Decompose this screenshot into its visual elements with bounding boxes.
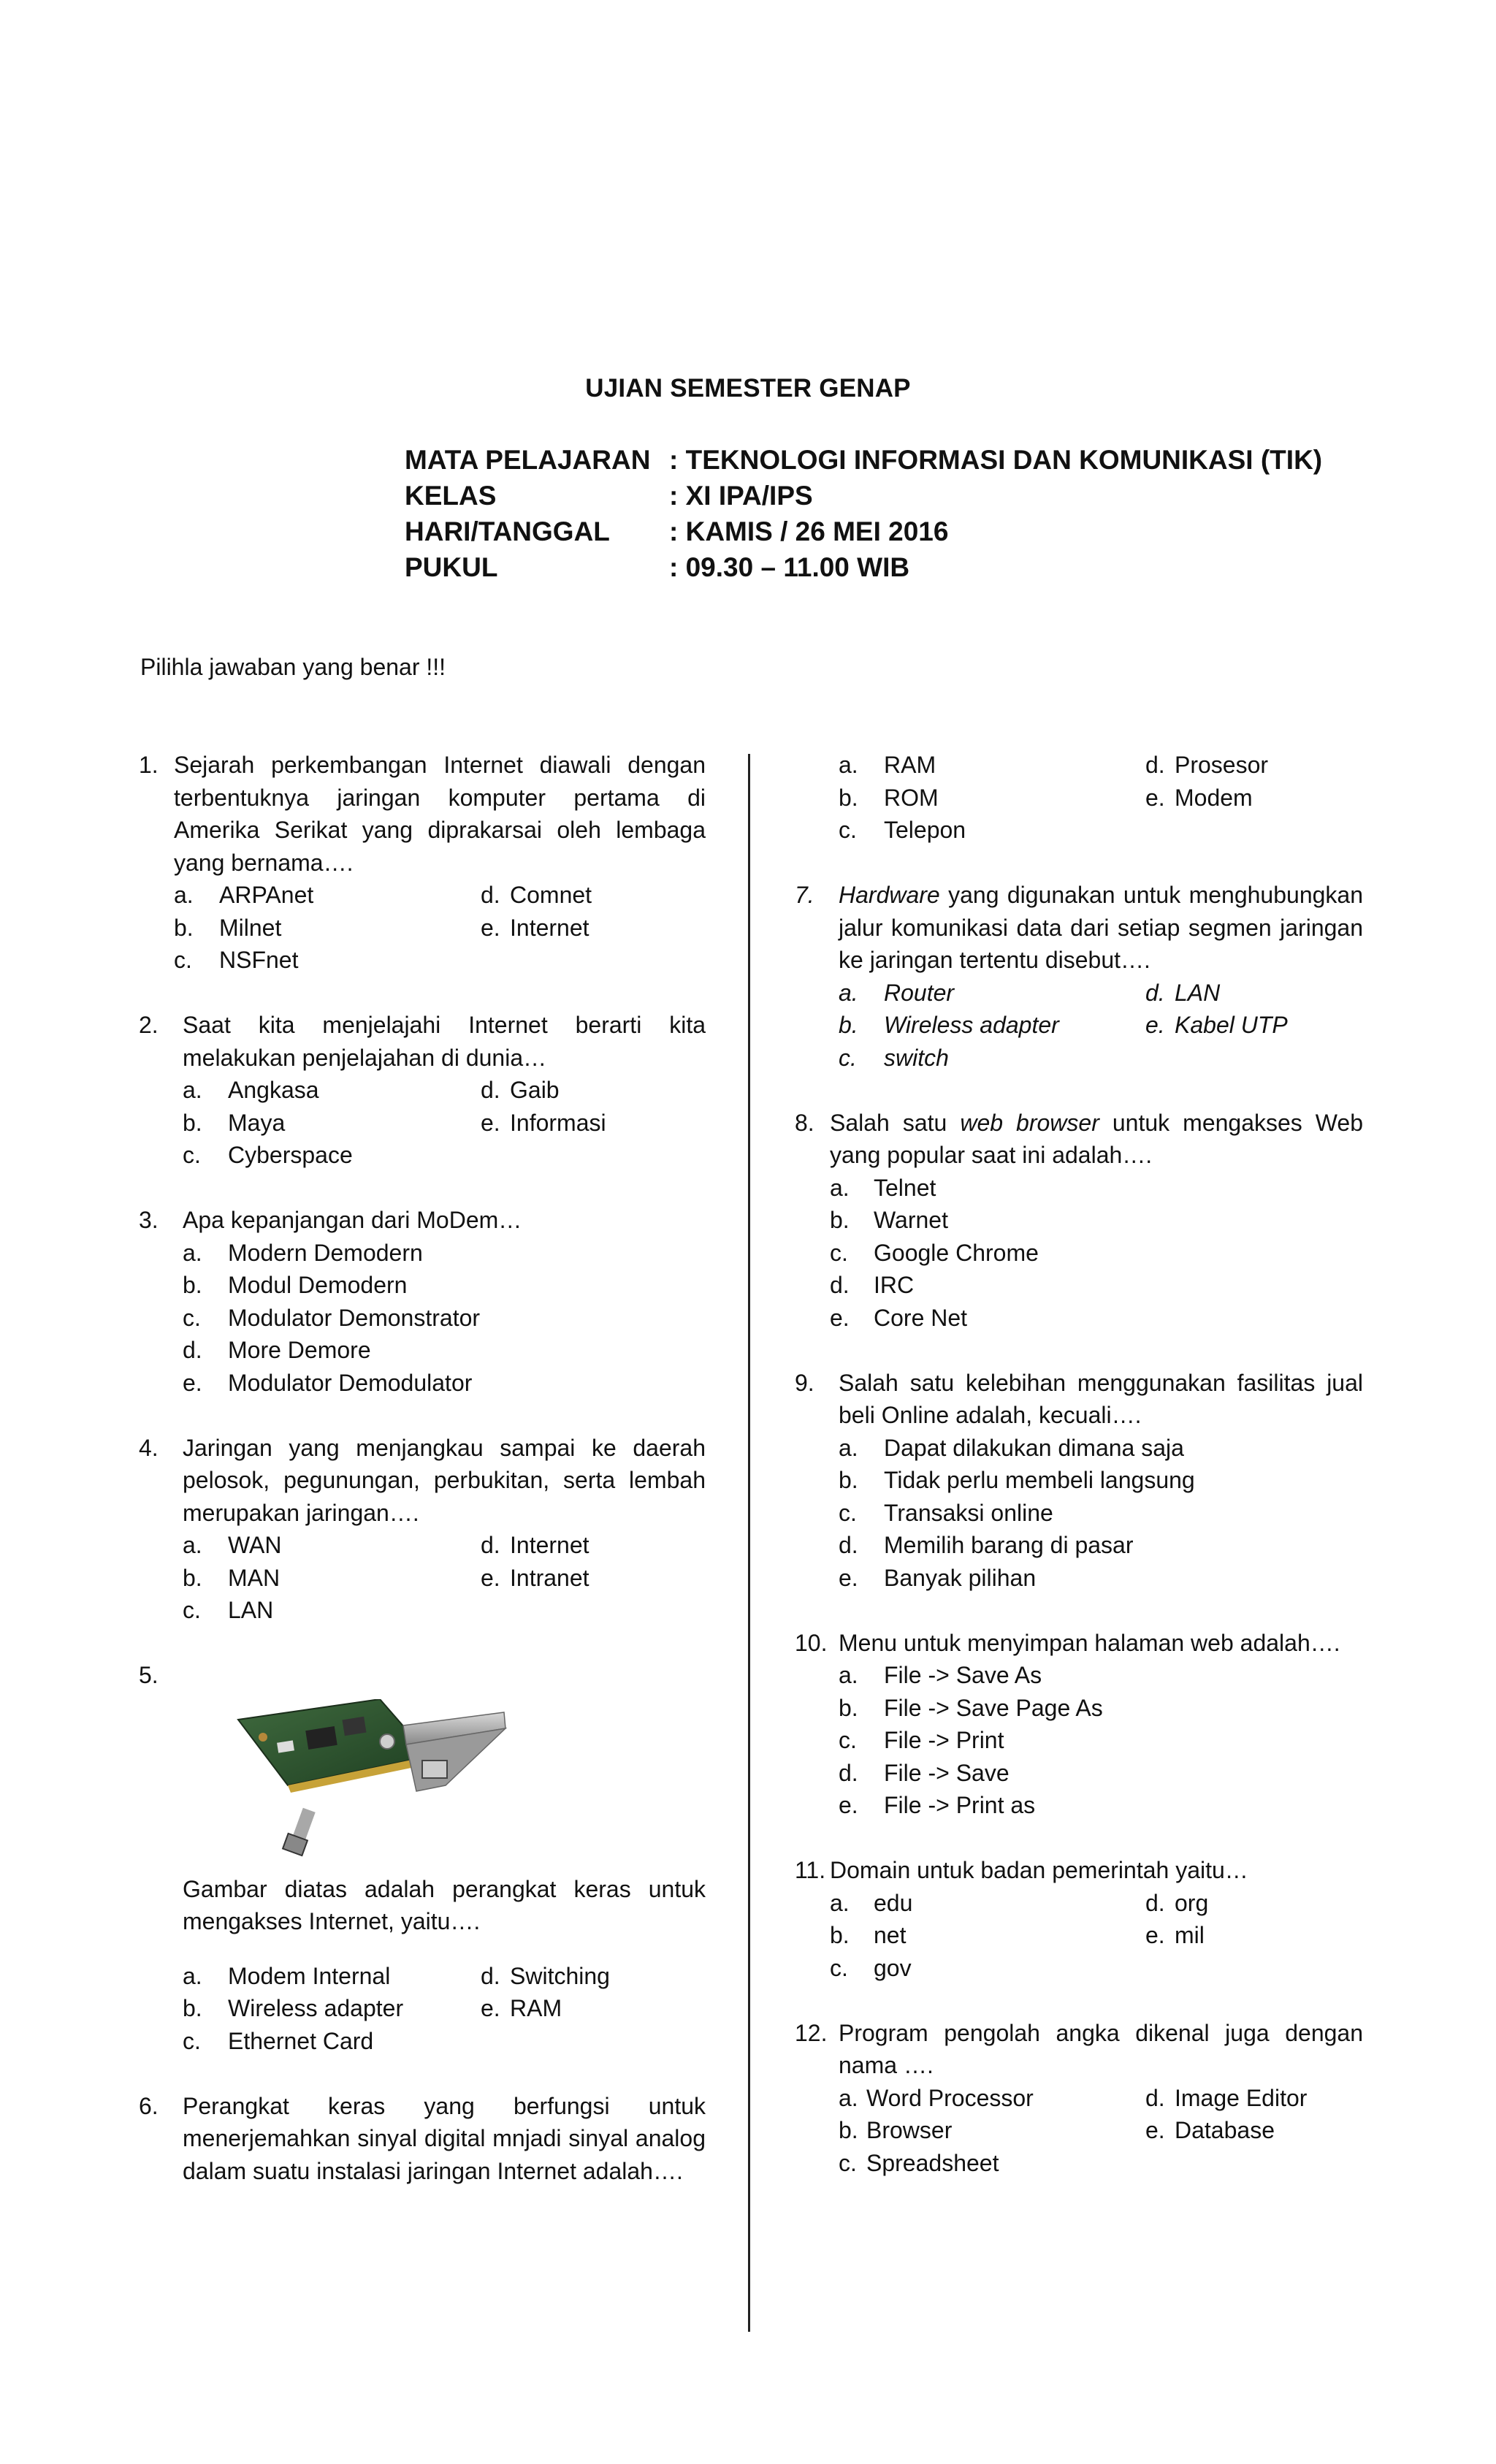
option-b[interactable]: b. Warnet <box>830 1207 948 1233</box>
option-c[interactable]: c. gov <box>830 1954 912 1981</box>
option-b[interactable]: b. File -> Save Page As <box>839 1694 1103 1721</box>
meta-key-time: PUKUL <box>405 552 498 582</box>
option-b[interactable]: b. Maya <box>183 1109 286 1136</box>
question-text: Domain untuk badan pemerintah yaitu… <box>830 1857 1248 1883</box>
question-number: 12. <box>795 2019 828 2046</box>
option-a[interactable]: a. Modern Demodern <box>183 1239 423 1266</box>
option-d[interactable]: d. IRC <box>830 1272 915 1298</box>
option-b[interactable]: b. Milnet <box>174 914 282 941</box>
network-card-image <box>234 1699 511 1860</box>
options-5 <box>183 1960 706 2058</box>
meta-value-time: : 09.30 – 11.00 WIB <box>669 552 910 582</box>
option-d[interactable]: d. Image Editor <box>1145 2084 1308 2111</box>
options-7 <box>839 977 1363 1075</box>
question-9 <box>795 1367 1363 1432</box>
option-e[interactable]: e. File -> Print as <box>839 1792 1036 1818</box>
question-10 <box>795 1627 1363 1660</box>
question-text: Perangkat keras yang berfungsi untuk menerjemahkan sinyal digital mnjadi sinyal analog dalam suatu instalasi jaringan Internet adalah…. <box>183 2092 706 2184</box>
options-4 <box>183 1529 706 1627</box>
option-a[interactable]: a. Dapat dilakukan dimana saja <box>839 1434 1184 1461</box>
option-c[interactable]: c. File -> Print <box>839 1727 1004 1753</box>
options-1 <box>174 879 706 977</box>
option-d[interactable]: d. Switching <box>481 1962 610 1989</box>
question-1 <box>139 749 706 879</box>
question-number: 11. <box>795 1857 826 1883</box>
meta-key-date: HARI/TANGGAL <box>405 516 610 546</box>
question-number: 2. <box>139 1012 159 1038</box>
option-b[interactable]: b. MAN <box>183 1564 280 1591</box>
option-a[interactable]: a. ARPAnet <box>174 882 314 908</box>
option-e[interactable]: e. mil <box>1145 1922 1205 1948</box>
option-d[interactable]: d. org <box>1145 1889 1209 1916</box>
meta-key-subject: MATA PELAJARAN <box>405 445 651 475</box>
option-c[interactable]: c. LAN <box>183 1597 274 1623</box>
option-d[interactable]: d. Memilih barang di pasar <box>839 1532 1134 1558</box>
right-column <box>795 749 1363 2179</box>
option-e[interactable]: e. Informasi <box>481 1109 606 1136</box>
options-6 <box>839 749 1363 847</box>
option-c[interactable]: c. switch <box>839 1044 949 1071</box>
question-2 <box>139 1009 706 1074</box>
exam-meta <box>405 442 1322 585</box>
question-text: Jaringan yang menjangkau sampai ke daerah pelosok, pegunungan, perbukitan, serta lembah merupakan jaringan…. <box>183 1434 706 1526</box>
option-d[interactable]: d. Gaib <box>481 1077 560 1103</box>
left-column <box>139 749 706 2187</box>
option-e[interactable]: e. Modulator Demodulator <box>183 1369 473 1396</box>
option-e[interactable]: e. Kabel UTP <box>1145 1012 1288 1038</box>
options-3 <box>183 1237 706 1400</box>
question-6 <box>139 2090 706 2188</box>
option-e[interactable]: e. Internet <box>481 914 589 941</box>
option-b[interactable]: b. ROM <box>839 784 939 811</box>
option-d[interactable]: d. LAN <box>1145 979 1221 1006</box>
option-e[interactable]: e. Core Net <box>830 1304 968 1331</box>
option-d[interactable]: d. File -> Save <box>839 1759 1010 1786</box>
question-number: 5. <box>139 1662 159 1688</box>
option-d[interactable]: d. Comnet <box>481 882 592 908</box>
question-text: Program pengolah angka dikenal juga dengan nama …. <box>839 2019 1363 2078</box>
option-b[interactable]: b. Wireless adapter <box>183 1995 404 2021</box>
question-7 <box>795 879 1363 977</box>
option-c[interactable]: c. Transaksi online <box>839 1499 1053 1526</box>
question-number: 3. <box>139 1207 159 1233</box>
options-8 <box>830 1172 1363 1335</box>
option-a[interactable]: a. File -> Save As <box>839 1662 1042 1688</box>
option-a[interactable]: a. Word Processor <box>839 2084 1034 2111</box>
meta-value-class: : XI IPA/IPS <box>669 481 813 511</box>
question-12 <box>795 2017 1363 2082</box>
question-11 <box>795 1854 1363 1887</box>
question-number: 8. <box>795 1109 814 1136</box>
option-a[interactable]: a. Modem Internal <box>183 1962 391 1989</box>
question-number: 1. <box>139 752 159 778</box>
option-b[interactable]: b. Browser <box>839 2117 953 2143</box>
question-text: Salah satu web browser untuk mengakses Web yang popular saat ini adalah…. <box>830 1109 1364 1168</box>
option-c[interactable]: c. Spreadsheet <box>839 2149 999 2176</box>
option-a[interactable]: a. Telnet <box>830 1174 936 1201</box>
options-11 <box>830 1887 1363 1985</box>
question-8 <box>795 1107 1363 1172</box>
meta-key-class: KELAS <box>405 481 497 511</box>
options-10 <box>839 1659 1363 1822</box>
option-c[interactable]: c. Ethernet Card <box>183 2027 374 2054</box>
exam-title: UJIAN SEMESTER GENAP <box>585 374 911 403</box>
option-a[interactable]: a. edu <box>830 1889 913 1916</box>
question-number: 4. <box>139 1434 159 1461</box>
instruction: Pilihla jawaban yang benar !!! <box>140 654 446 680</box>
meta-value-date: : KAMIS / 26 MEI 2016 <box>669 516 949 546</box>
option-e[interactable]: e. RAM <box>481 1995 562 2021</box>
option-c[interactable]: c. Cyberspace <box>183 1142 353 1168</box>
option-c[interactable]: c. Telepon <box>839 817 966 843</box>
question-5 <box>139 1659 706 1692</box>
column-divider <box>748 754 750 2332</box>
option-e[interactable]: e. Intranet <box>481 1564 589 1591</box>
question-text: Hardware yang digunakan untuk menghubungkan jalur komunikasi data dari setiap segmen jaringan ke jaringan tertentu disebut…. <box>839 882 1363 973</box>
option-b[interactable]: b. net <box>830 1922 907 1948</box>
question-number: 10. <box>795 1629 828 1656</box>
options-2 <box>183 1074 706 1172</box>
question-3 <box>139 1204 706 1237</box>
question-number: 6. <box>139 2092 159 2119</box>
question-text: Salah satu kelebihan menggunakan fasilitas jual beli Online adalah, kecuali…. <box>839 1369 1363 1428</box>
question-text: Apa kepanjangan dari MoDem… <box>183 1207 522 1233</box>
option-b[interactable]: b. Tidak perlu membeli langsung <box>839 1467 1195 1493</box>
option-c[interactable]: c. Google Chrome <box>830 1239 1039 1266</box>
option-a[interactable]: a. Router <box>839 979 955 1006</box>
question-5-text: Gambar diatas adalah perangkat keras untuk mengakses Internet, yaitu…. <box>183 1875 706 1934</box>
option-a[interactable]: a. Angkasa <box>183 1077 319 1103</box>
question-text: Menu untuk menyimpan halaman web adalah…. <box>839 1629 1340 1656</box>
option-d[interactable]: d. Internet <box>481 1532 589 1558</box>
option-b[interactable]: b. Wireless adapter <box>839 1012 1059 1038</box>
question-text: Sejarah perkembangan Internet diawali dengan terbentuknya jaringan komputer pertama di Amerika Serikat yang diprakarsai oleh lembaga yang bernama…. <box>174 752 706 876</box>
option-d[interactable]: d. Prosesor <box>1145 752 1269 778</box>
question-number: 9. <box>795 1369 814 1396</box>
question-number: 7. <box>795 882 814 908</box>
option-c[interactable]: c. Modulator Demonstrator <box>183 1304 481 1331</box>
option-e[interactable]: e. Banyak pilihan <box>839 1564 1037 1591</box>
options-12 <box>839 2082 1363 2180</box>
question-text: Saat kita menjelajahi Internet berarti kita melakukan penjelajahan di dunia… <box>183 1012 706 1071</box>
option-c[interactable]: c. NSFnet <box>174 947 299 973</box>
option-d[interactable]: d. More Demore <box>183 1337 371 1363</box>
meta-value-subject: : TEKNOLOGI INFORMASI DAN KOMUNIKASI (TIK) <box>669 445 1323 475</box>
option-e[interactable]: e. Database <box>1145 2117 1275 2143</box>
option-b[interactable]: b. Modul Demodern <box>183 1272 408 1298</box>
option-e[interactable]: e. Modem <box>1145 784 1253 811</box>
question-4 <box>139 1432 706 1530</box>
options-9 <box>839 1432 1363 1595</box>
option-a[interactable]: a. RAM <box>839 752 936 778</box>
option-a[interactable]: a. WAN <box>183 1532 282 1558</box>
